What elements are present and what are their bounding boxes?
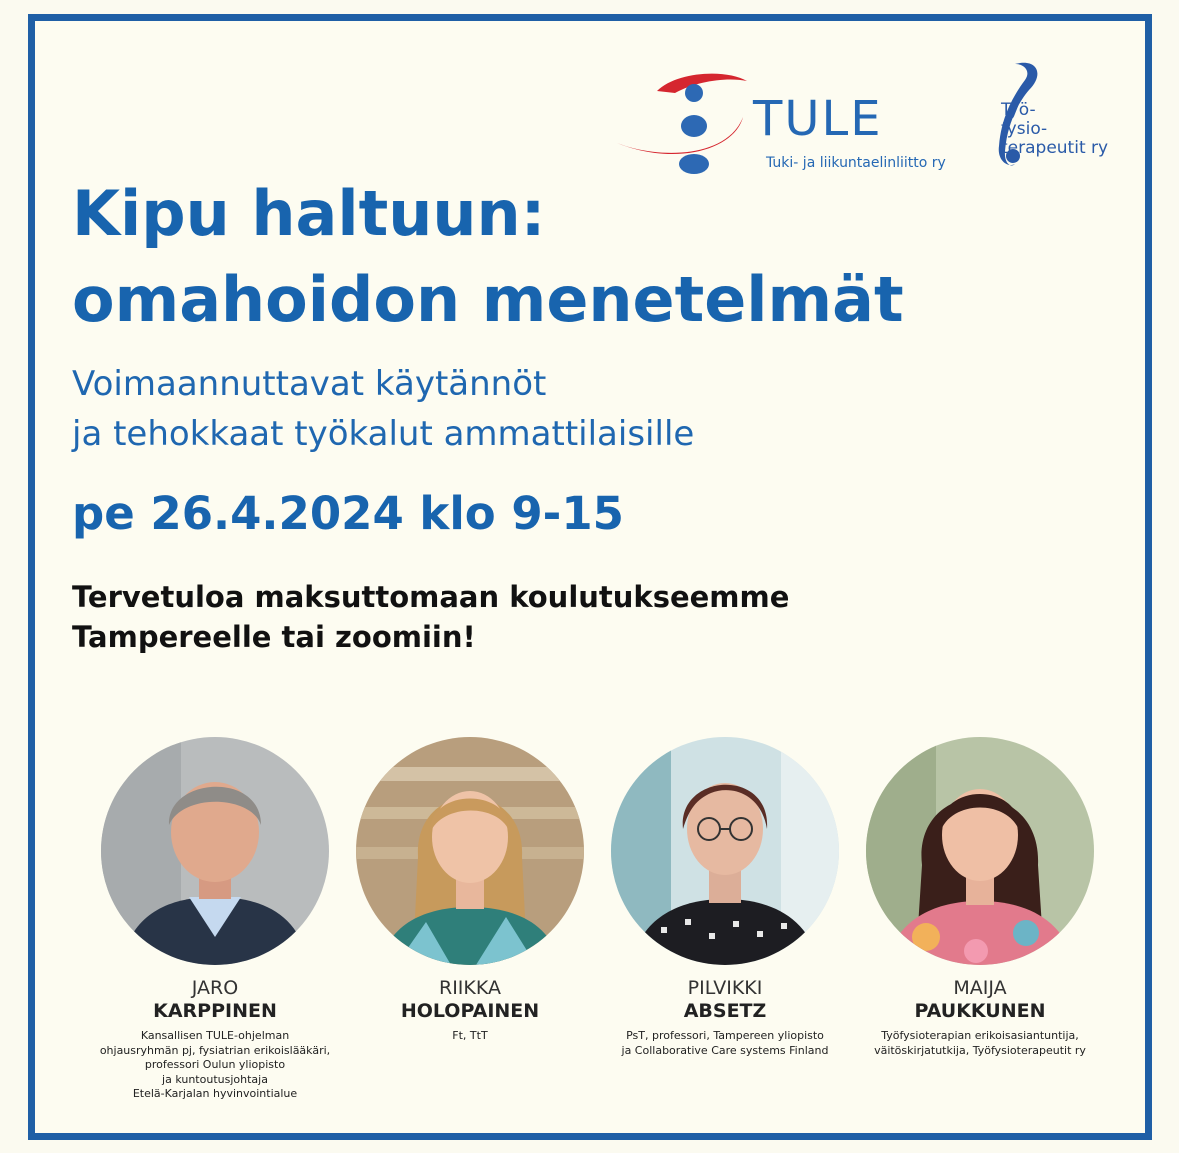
tule-logo-name: TULE bbox=[753, 91, 883, 147]
page-title bbox=[72, 171, 904, 343]
subtitle-line-2: ja tehokkaat työkalut ammattilaisille bbox=[72, 414, 695, 454]
event-date: pe 26.4.2024 klo 9-15 bbox=[72, 487, 624, 540]
title-line-1: Kipu haltuun: bbox=[72, 177, 546, 250]
speaker-first-name: JARO bbox=[191, 977, 239, 999]
speaker-last-name: KARPPINEN bbox=[153, 1000, 277, 1022]
speaker-last-name: PAUKKUNEN bbox=[914, 1000, 1046, 1022]
speaker-first-name: RIIKKA bbox=[439, 977, 501, 999]
speaker-first-name: PILVIKKI bbox=[687, 977, 763, 999]
tyofysioterapeutit-logo-text bbox=[1001, 101, 1108, 158]
speaker-desc-line: ja kuntoutusjohtaja bbox=[162, 1072, 268, 1086]
speaker-desc-line: professori Oulun yliopisto bbox=[144, 1058, 286, 1071]
speaker-desc-line: väitöskirjatutkija, Työfysioterapeutit ry bbox=[874, 1043, 1086, 1057]
speaker-desc-line: Ft, TtT bbox=[452, 1029, 488, 1042]
speaker-desc-line: Etelä-Karjalan hyvinvointialue bbox=[132, 1087, 298, 1100]
speaker-last-name: ABSETZ bbox=[683, 1000, 767, 1022]
tyofysio-line-2: fysio- bbox=[1001, 119, 1048, 139]
welcome-line-2: Tampereelle tai zoomiin! bbox=[72, 620, 476, 654]
speaker-photo-absetz bbox=[611, 737, 839, 965]
speaker-photo-karppinen bbox=[101, 737, 329, 965]
tyofysio-line-1: Työ- bbox=[1001, 100, 1036, 120]
speaker-last-name: HOLOPAINEN bbox=[400, 1000, 540, 1022]
speaker-description bbox=[85, 1029, 345, 1102]
speaker-photo-paukkunen bbox=[866, 737, 1094, 965]
tule-logo-tagline: Tuki- ja liikuntaelinliitto ry bbox=[766, 155, 946, 171]
speaker-description bbox=[340, 1029, 600, 1044]
speaker-description bbox=[850, 1029, 1110, 1058]
speaker-card-absetz bbox=[595, 737, 855, 1058]
speaker-desc-line: PsT, professori, Tampereen yliopisto bbox=[626, 1029, 824, 1042]
title-line-2: omahoidon menetelmät bbox=[72, 263, 904, 336]
speaker-card-karppinen bbox=[85, 737, 345, 1102]
welcome-line-1: Tervetuloa maksuttomaan koulutukseemme bbox=[72, 580, 790, 614]
speaker-desc-line: ohjausryhmän pj, fysiatrian erikoislääkäri, bbox=[99, 1043, 331, 1057]
speaker-card-holopainen bbox=[340, 737, 600, 1044]
speaker-first-name: MAIJA bbox=[953, 977, 1007, 999]
poster-frame bbox=[28, 14, 1152, 1140]
speaker-card-paukkunen bbox=[850, 737, 1110, 1058]
tyofysio-line-3: terapeutit ry bbox=[1001, 138, 1109, 158]
subtitle bbox=[72, 359, 694, 459]
speaker-desc-line: Kansallisen TULE-ohjelman bbox=[140, 1029, 290, 1042]
subtitle-line-1: Voimaannuttavat käytännöt bbox=[72, 364, 547, 404]
speaker-photo-holopainen bbox=[356, 737, 584, 965]
speaker-desc-line: ja Collaborative Care systems Finland bbox=[621, 1043, 829, 1057]
speaker-desc-line: Työfysioterapian erikoisasiantuntija, bbox=[881, 1029, 1079, 1042]
speaker-description bbox=[595, 1029, 855, 1058]
welcome-text bbox=[72, 577, 789, 657]
